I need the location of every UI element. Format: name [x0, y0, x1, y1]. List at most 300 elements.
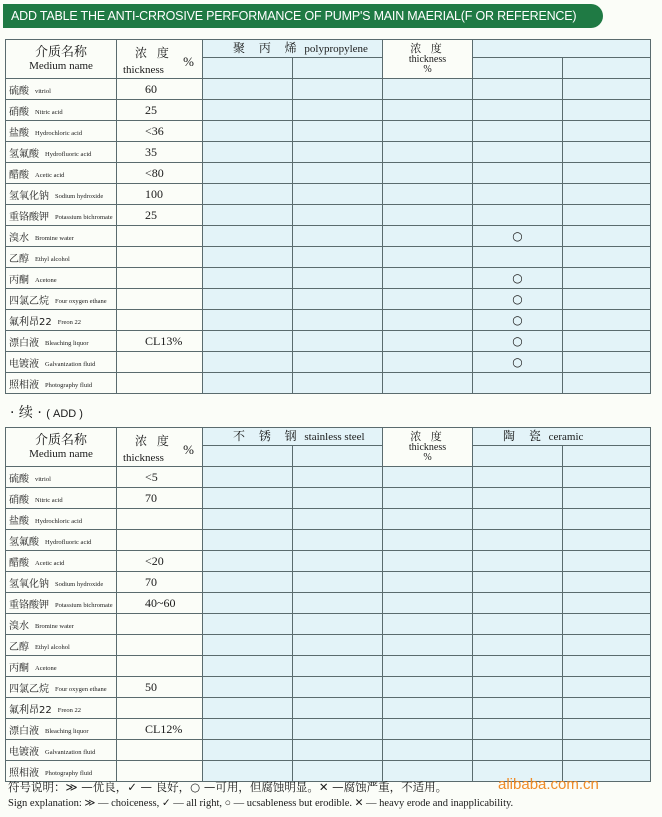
table-row: [6, 310, 651, 331]
rating-cell: [563, 352, 651, 373]
medium-name-cell: [6, 467, 117, 488]
rating-cell: [563, 572, 651, 593]
medium-name-cn: 氢氧化钠: [9, 190, 49, 202]
thickness-value: [117, 614, 203, 635]
medium-name-cell: [6, 488, 117, 509]
thickness-value: <80: [117, 163, 203, 184]
medium-name-cell: [6, 331, 117, 352]
rating-mark: [473, 205, 563, 226]
rating-cell: [203, 677, 293, 698]
table-row: [6, 740, 651, 761]
medium-name-en: Freon 22: [57, 318, 82, 326]
rating-mark: [473, 121, 563, 142]
medium-name-cn: 电镀液: [9, 746, 39, 758]
medium-name-cn: 氟利昂22: [9, 316, 52, 328]
thickness-value: [117, 247, 203, 268]
rating-cell: [383, 100, 473, 121]
thickness-value: 35: [117, 142, 203, 163]
thickness-value: 70: [117, 572, 203, 593]
rating-cell: [563, 635, 651, 656]
medium-name-cn: 重铬酸钾: [9, 599, 49, 611]
table-row: [6, 184, 651, 205]
rating-cell: [383, 373, 473, 394]
rating-cell: [473, 614, 563, 635]
rating-mark: ○: [473, 352, 563, 373]
rating-cell: [383, 719, 473, 740]
medium-name-cn: 乙醇: [9, 253, 29, 265]
thickness-header: 浓 度 thickness %: [117, 40, 203, 79]
medium-name-en: Photography fluid: [45, 381, 93, 389]
rating-cell: [563, 677, 651, 698]
rating-mark: [473, 247, 563, 268]
medium-name-cn: 照相液: [9, 767, 39, 779]
thickness-value: [117, 352, 203, 373]
medium-name-cn: 乙醇: [9, 641, 29, 653]
rating-cell: [383, 635, 473, 656]
medium-name-cn: 漂白液: [9, 725, 39, 737]
rating-cell: [563, 331, 651, 352]
medium-name-cell: [6, 614, 117, 635]
medium-name-cell: [6, 572, 117, 593]
rating-cell: [473, 740, 563, 761]
table-row: [6, 488, 651, 509]
table-row: [6, 100, 651, 121]
rating-cell: [203, 698, 293, 719]
rating-mark: [473, 142, 563, 163]
rating-cell: [203, 268, 293, 289]
medium-name-header: 介质名称 Medium name: [6, 40, 117, 79]
thickness-header: 浓 度 thickness %: [117, 428, 203, 467]
rating-cell: [293, 509, 383, 530]
medium-name-cell: [6, 509, 117, 530]
rating-cell: [293, 614, 383, 635]
rating-cell: [203, 719, 293, 740]
rating-cell: [473, 698, 563, 719]
rating-cell: [383, 572, 473, 593]
table-row: [6, 635, 651, 656]
medium-name-en: Nitric acid: [35, 496, 63, 504]
rating-mark: ○: [473, 331, 563, 352]
rating-cell: [473, 467, 563, 488]
thickness-value: [117, 698, 203, 719]
medium-name-cell: [6, 268, 117, 289]
rating-cell: [563, 163, 651, 184]
thickness-value: [117, 635, 203, 656]
medium-name-cell: [6, 373, 117, 394]
rating-cell: [383, 530, 473, 551]
rating-cell: [293, 740, 383, 761]
medium-name-en: Hydrofluoric acid: [45, 538, 92, 546]
rating-cell: [383, 352, 473, 373]
rating-cell: [293, 488, 383, 509]
medium-name-cell: [6, 698, 117, 719]
rating-cell: [293, 247, 383, 268]
medium-name-cell: [6, 310, 117, 331]
table-row: [6, 593, 651, 614]
rating-cell: [203, 163, 293, 184]
rating-mark: ○: [473, 310, 563, 331]
rating-cell: [203, 656, 293, 677]
watermark: alibaba.com.cn: [498, 776, 599, 793]
rating-cell: [383, 509, 473, 530]
rating-cell: [203, 530, 293, 551]
table-row: [6, 677, 651, 698]
rating-cell: [203, 79, 293, 100]
rating-cell: [383, 247, 473, 268]
medium-name-cell: [6, 530, 117, 551]
table-row: [6, 509, 651, 530]
rating-cell: [203, 352, 293, 373]
table-row: [6, 572, 651, 593]
rating-cell: [383, 268, 473, 289]
table-row: [6, 467, 651, 488]
rating-cell: [383, 184, 473, 205]
legend-chinese: 符号说明：≫ —优良，✓ — 良好，○ —可用，但腐蚀明显。✕ —腐蚀严重，不适用。: [8, 780, 448, 794]
rating-cell: [473, 530, 563, 551]
medium-name-cn: 照相液: [9, 379, 39, 391]
rating-cell: [563, 551, 651, 572]
thickness-value: <20: [117, 551, 203, 572]
rating-cell: [563, 310, 651, 331]
medium-name-en: Hydrochloric acid: [35, 517, 83, 525]
rating-cell: [563, 247, 651, 268]
rating-cell: [203, 184, 293, 205]
rating-cell: [203, 740, 293, 761]
rating-cell: [293, 331, 383, 352]
rating-mark: [473, 184, 563, 205]
medium-name-en: Acetic acid: [35, 559, 65, 567]
rating-mark: ○: [473, 289, 563, 310]
rating-cell: [473, 593, 563, 614]
rating-cell: [203, 509, 293, 530]
rating-cell: [293, 142, 383, 163]
medium-name-en: Freon 22: [57, 706, 82, 714]
table-row: [6, 121, 651, 142]
rating-cell: [293, 100, 383, 121]
rating-cell: [293, 289, 383, 310]
thickness-value: CL13%: [117, 331, 203, 352]
medium-name-en: vitriol: [35, 87, 51, 95]
rating-cell: [203, 551, 293, 572]
rating-cell: [293, 530, 383, 551]
medium-name-cell: [6, 635, 117, 656]
rating-cell: [203, 373, 293, 394]
table-row: [6, 373, 651, 394]
rating-cell: [383, 289, 473, 310]
medium-name-cn: 四氯乙烷: [9, 295, 49, 307]
rating-cell: [563, 100, 651, 121]
medium-name-en: Sodium hydroxide: [55, 580, 104, 588]
thickness-value: [117, 740, 203, 761]
rating-cell: [293, 698, 383, 719]
rating-cell: [383, 310, 473, 331]
rating-cell: [383, 593, 473, 614]
thickness-value: CL12%: [117, 719, 203, 740]
rating-mark: [473, 373, 563, 394]
rating-cell: [203, 205, 293, 226]
medium-name-en: Hydrochloric acid: [35, 129, 83, 137]
rating-cell: [203, 310, 293, 331]
rating-cell: [293, 205, 383, 226]
rating-cell: [563, 509, 651, 530]
thickness-value: 60: [117, 79, 203, 100]
rating-cell: [293, 635, 383, 656]
title-banner: ADD TABLE THE ANTI-CRROSIVE PERFORMANCE OF PUMP'S MAIN MAERIAL(F OR REFERENCE): [3, 4, 603, 28]
medium-name-cn: 硝酸: [9, 106, 29, 118]
rating-cell: [383, 142, 473, 163]
rating-cell: [293, 226, 383, 247]
rating-cell: [203, 635, 293, 656]
rating-cell: [203, 488, 293, 509]
medium-name-cell: [6, 740, 117, 761]
medium-name-en: Bromine water: [35, 234, 74, 242]
rating-cell: [383, 331, 473, 352]
medium-name-cell: [6, 247, 117, 268]
rating-cell: [293, 677, 383, 698]
rating-cell: [563, 488, 651, 509]
rating-cell: [473, 488, 563, 509]
medium-name-en: Acetone: [35, 664, 57, 672]
rating-cell: [203, 226, 293, 247]
rating-cell: [383, 121, 473, 142]
rating-cell: [293, 352, 383, 373]
medium-name-en: Four oxygen ethane: [55, 685, 107, 693]
medium-name-cn: 漂白液: [9, 337, 39, 349]
rating-cell: [293, 656, 383, 677]
table-row: [6, 698, 651, 719]
stainless-steel-header: 不 锈 钢 stainless steel: [203, 428, 383, 446]
table-row: [6, 530, 651, 551]
rating-cell: [383, 163, 473, 184]
rating-cell: [563, 121, 651, 142]
rating-cell: [293, 268, 383, 289]
rating-cell: [293, 572, 383, 593]
rating-cell: [563, 205, 651, 226]
polypropylene-header: 聚 丙 烯 polypropylene: [203, 40, 383, 58]
medium-name-cn: 盐酸: [9, 515, 29, 527]
rating-cell: [293, 593, 383, 614]
medium-name-en: Ethyl alcohol: [35, 255, 70, 263]
thickness-value: 25: [117, 100, 203, 121]
thickness-value: [117, 656, 203, 677]
rating-cell: [473, 635, 563, 656]
rating-cell: [383, 467, 473, 488]
medium-name-cell: [6, 100, 117, 121]
medium-name-cell: [6, 656, 117, 677]
rating-cell: [563, 719, 651, 740]
rating-cell: [203, 331, 293, 352]
medium-name-cell: [6, 352, 117, 373]
rating-cell: [383, 614, 473, 635]
table-row: [6, 289, 651, 310]
stainless-ceramic-table: [5, 427, 651, 782]
table-row: [6, 331, 651, 352]
table-row: [6, 205, 651, 226]
medium-name-cn: 醋酸: [9, 557, 29, 569]
rating-cell: [383, 656, 473, 677]
rating-cell: [383, 740, 473, 761]
table-row: [6, 226, 651, 247]
rating-cell: [293, 163, 383, 184]
medium-name-en: Potassium bichromate: [55, 601, 113, 609]
medium-name-en: Acetic acid: [35, 171, 65, 179]
medium-name-cn: 氟利昂22: [9, 704, 52, 716]
medium-name-cell: [6, 593, 117, 614]
medium-name-cell: [6, 551, 117, 572]
rating-cell: [203, 593, 293, 614]
table-row: [6, 268, 651, 289]
rating-cell: [293, 184, 383, 205]
rating-cell: [203, 142, 293, 163]
thickness-header-2: 浓 度 thickness %: [383, 428, 473, 467]
rating-cell: [203, 121, 293, 142]
thickness-value: 50: [117, 677, 203, 698]
medium-name-cn: 溴水: [9, 620, 29, 632]
medium-name-cn: 硫酸: [9, 85, 29, 97]
medium-name-cn: 溴水: [9, 232, 29, 244]
medium-name-en: Bleaching liquor: [45, 339, 89, 347]
table-row: [6, 719, 651, 740]
medium-name-cell: [6, 142, 117, 163]
thickness-value: 70: [117, 488, 203, 509]
medium-name-en: vitriol: [35, 475, 51, 483]
rating-cell: [293, 373, 383, 394]
rating-mark: [473, 163, 563, 184]
medium-name-cell: [6, 121, 117, 142]
rating-cell: [383, 205, 473, 226]
thickness-header-2: 浓 度 thickness %: [383, 40, 473, 79]
rating-cell: [473, 509, 563, 530]
medium-name-cell: [6, 79, 117, 100]
medium-name-en: Photography fluid: [45, 769, 93, 777]
continued-label: · 续 · ( ADD ): [10, 405, 83, 421]
rating-cell: [473, 656, 563, 677]
medium-name-cn: 氢氟酸: [9, 536, 39, 548]
thickness-value: [117, 268, 203, 289]
rating-cell: [563, 740, 651, 761]
medium-name-en: Sodium hydroxide: [55, 192, 104, 200]
thickness-value: 25: [117, 205, 203, 226]
rating-cell: [563, 79, 651, 100]
medium-name-cn: 氢氟酸: [9, 148, 39, 160]
rating-cell: [473, 677, 563, 698]
rating-cell: [203, 572, 293, 593]
rating-cell: [563, 467, 651, 488]
medium-name-cn: 硫酸: [9, 473, 29, 485]
medium-name-cell: [6, 163, 117, 184]
medium-name-cn: 盐酸: [9, 127, 29, 139]
table-row: [6, 656, 651, 677]
medium-name-cn: 丙酮: [9, 274, 29, 286]
legend-english: Sign explanation: ≫ — choiceness, ✓ — all right, ○ — ucsableness but erodible. ✕ — heavy erode and inapplicability.: [8, 798, 514, 809]
thickness-value: <5: [117, 467, 203, 488]
thickness-value: 40~60: [117, 593, 203, 614]
rating-cell: [293, 467, 383, 488]
rating-cell: [563, 593, 651, 614]
rating-cell: [563, 268, 651, 289]
rating-cell: [563, 530, 651, 551]
rating-cell: [383, 677, 473, 698]
medium-name-cn: 四氯乙烷: [9, 683, 49, 695]
table-row: [6, 163, 651, 184]
medium-name-en: Galvanization fluid: [45, 360, 96, 368]
rating-mark: ○: [473, 226, 563, 247]
medium-name-en: Nitric acid: [35, 108, 63, 116]
rating-cell: [383, 551, 473, 572]
rating-cell: [383, 226, 473, 247]
medium-name-cell: [6, 226, 117, 247]
rating-cell: [293, 551, 383, 572]
medium-name-en: Hydrofluoric acid: [45, 150, 92, 158]
medium-name-header: 介质名称 Medium name: [6, 428, 117, 467]
rating-cell: [563, 289, 651, 310]
rating-cell: [383, 698, 473, 719]
rating-cell: [473, 572, 563, 593]
empty-group-header: [473, 40, 651, 58]
rating-cell: [563, 698, 651, 719]
rating-cell: [293, 310, 383, 331]
medium-name-en: Potassium bichromate: [55, 213, 113, 221]
rating-cell: [563, 656, 651, 677]
polypropylene-table: [5, 39, 651, 394]
table-row: [6, 247, 651, 268]
thickness-value: [117, 310, 203, 331]
table-row: [6, 352, 651, 373]
ceramic-header: 陶 瓷 ceramic: [473, 428, 651, 446]
rating-cell: [203, 247, 293, 268]
medium-name-en: Four oxygen ethane: [55, 297, 107, 305]
rating-mark: [473, 79, 563, 100]
medium-name-cn: 醋酸: [9, 169, 29, 181]
thickness-value: <36: [117, 121, 203, 142]
rating-cell: [473, 551, 563, 572]
rating-cell: [473, 719, 563, 740]
table-row: [6, 551, 651, 572]
medium-name-cell: [6, 184, 117, 205]
thickness-value: [117, 226, 203, 247]
thickness-value: [117, 530, 203, 551]
medium-name-en: Ethyl alcohol: [35, 643, 70, 651]
medium-name-cn: 丙酮: [9, 662, 29, 674]
medium-name-cn: 氢氧化钠: [9, 578, 49, 590]
medium-name-en: Bromine water: [35, 622, 74, 630]
table-row: [6, 142, 651, 163]
medium-name-cell: [6, 205, 117, 226]
table-row: [6, 79, 651, 100]
rating-cell: [203, 100, 293, 121]
medium-name-en: Acetone: [35, 276, 57, 284]
rating-cell: [293, 719, 383, 740]
table-row: [6, 614, 651, 635]
rating-cell: [293, 121, 383, 142]
rating-cell: [563, 614, 651, 635]
rating-cell: [563, 373, 651, 394]
rating-cell: [203, 289, 293, 310]
rating-cell: [383, 488, 473, 509]
rating-mark: ○: [473, 268, 563, 289]
thickness-value: [117, 289, 203, 310]
medium-name-cn: 电镀液: [9, 358, 39, 370]
rating-cell: [293, 79, 383, 100]
rating-cell: [203, 467, 293, 488]
rating-cell: [383, 79, 473, 100]
thickness-value: 100: [117, 184, 203, 205]
medium-name-en: Galvanization fluid: [45, 748, 96, 756]
medium-name-cell: [6, 719, 117, 740]
medium-name-cn: 重铬酸钾: [9, 211, 49, 223]
rating-cell: [203, 614, 293, 635]
rating-cell: [563, 226, 651, 247]
